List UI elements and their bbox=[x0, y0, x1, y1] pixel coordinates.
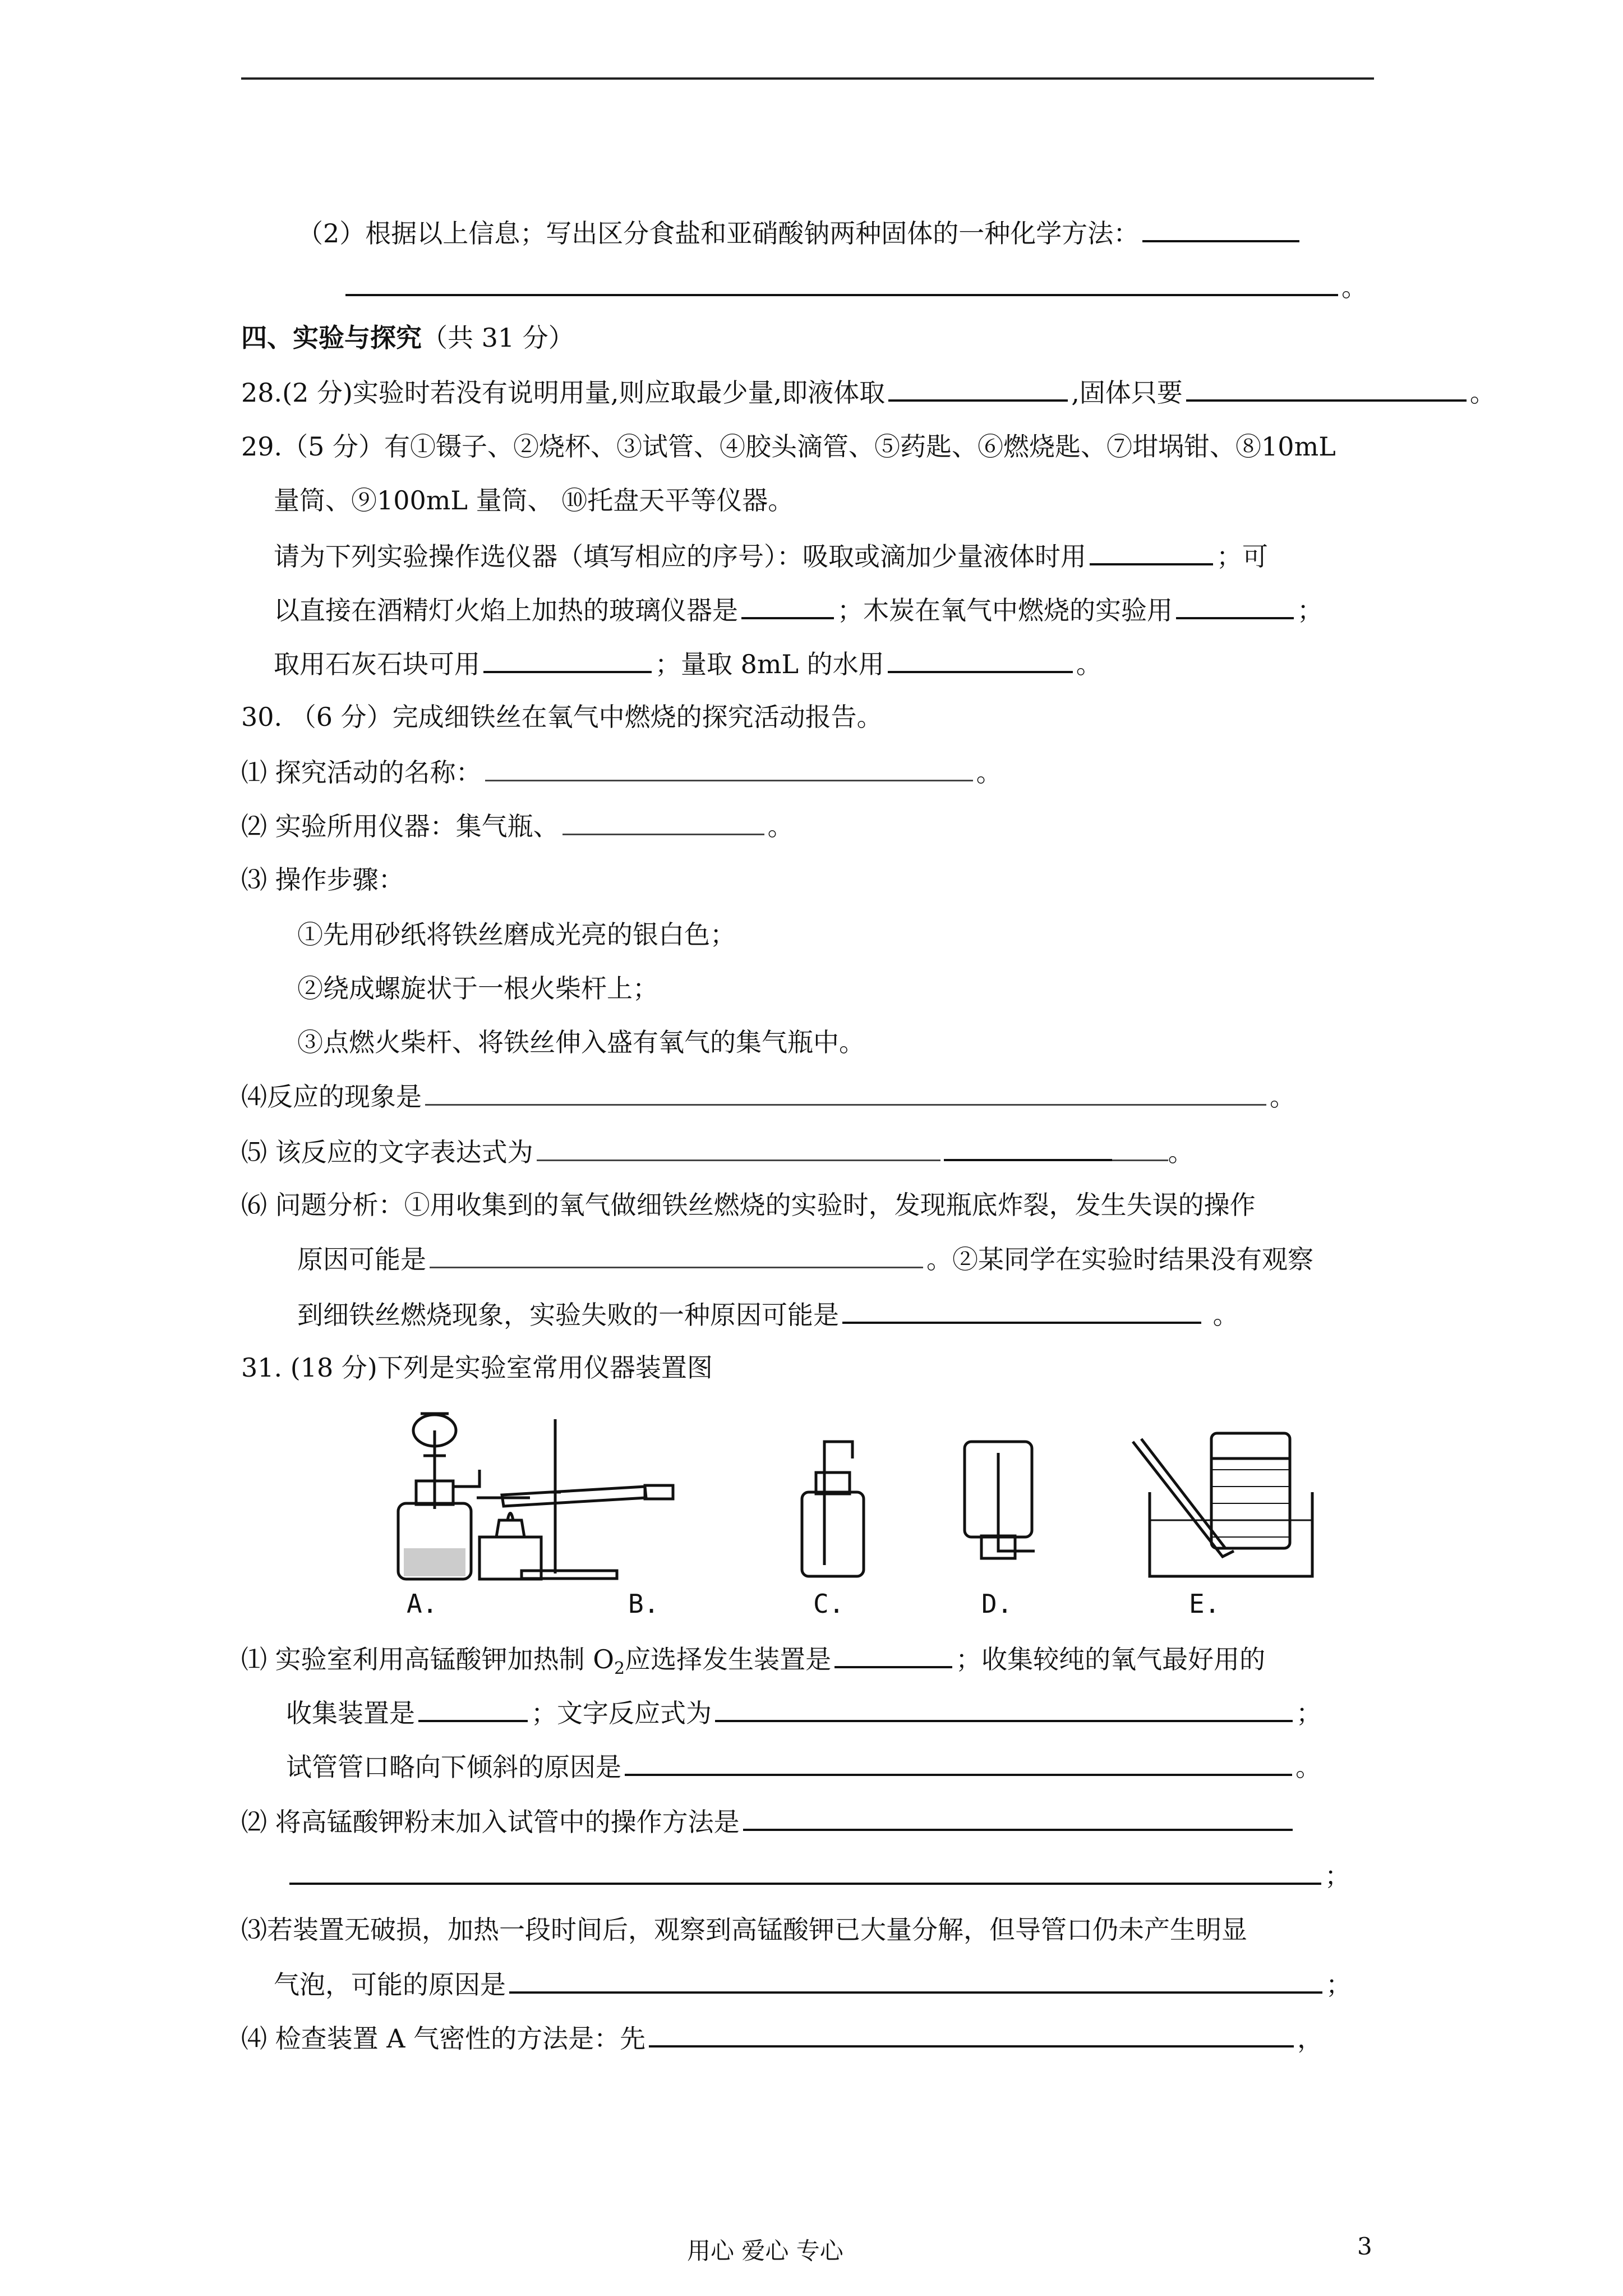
q31-p1-line3: 试管管口略向下倾斜的原因是 。 bbox=[286, 1749, 1321, 1784]
q31-p2-line2: ； bbox=[286, 1858, 1350, 1893]
apparatus-d bbox=[965, 1442, 1035, 1558]
q28: 28.(2 分)实验时若没有说明用量,则应取最少量,即液体取 ,固体只要 。 bbox=[241, 375, 1496, 409]
q30-p6-line2: 原因可能是 。②某同学在实验时结果没有观察 bbox=[297, 1242, 1313, 1276]
caption-e: E. bbox=[1189, 1589, 1220, 1619]
caption-c: C. bbox=[813, 1589, 845, 1619]
q30-p2: ⑵ 实验所用仪器：集气瓶、 。 bbox=[241, 809, 794, 843]
q30-step1: ①先用砂纸将铁丝磨成光亮的银白色； bbox=[297, 919, 736, 950]
q31-p2-line1: ⑵ 将高锰酸钾粉末加入试管中的操作方法是 bbox=[241, 1804, 1296, 1839]
q30-step3: ③点燃火柴杆、将铁丝伸入盛有氧气的集气瓶中。 bbox=[297, 1027, 865, 1057]
q31-p3-line1: ⑶若装置无破损，加热一段时间后，观察到高锰酸钾已大量分解，但导管口仍未产生明显 bbox=[241, 1915, 1247, 1945]
q29-line1: 29.（5 分）有①镊子、②烧杯、③试管、④胶头滴管、⑤药匙、⑥燃烧匙、⑦坩埚钳、⑧10mL bbox=[241, 431, 1336, 462]
footer-motto: 用心 爱心 专心 bbox=[687, 2237, 843, 2265]
apparatus-c bbox=[802, 1442, 864, 1576]
apparatus-figure bbox=[381, 1408, 1324, 1588]
q31-p3-line2: 气泡，可能的原因是 ； bbox=[274, 1967, 1352, 2001]
section-heading: 四、实验与探究（共 31 分） bbox=[241, 323, 574, 353]
q31-p4: ⑷ 检查装置 A 气密性的方法是：先 ， bbox=[241, 2021, 1323, 2055]
q29-line2: 量筒、⑨100mL 量筒、 ⑩托盘天平等仪器。 bbox=[274, 485, 794, 516]
q30-title: 30. （6 分）完成细铁丝在氧气中燃烧的探究活动报告。 bbox=[241, 702, 883, 732]
q30-p6-line1: ⑹ 问题分析：①用收集到的氧气做细铁丝燃烧的实验时，发现瓶底炸裂，发生失误的操作 bbox=[241, 1190, 1256, 1220]
header-rule bbox=[241, 77, 1374, 80]
q30-p5: ⑸ 该反应的文字表达式为 。 bbox=[241, 1134, 1194, 1169]
q31-title: 31. (18 分)下列是实验室常用仪器装置图 bbox=[241, 1352, 713, 1383]
caption-a: A. bbox=[407, 1589, 438, 1619]
q30-p6-line3: 到细铁丝燃烧现象，实验失败的一种原因可能是 。 bbox=[297, 1297, 1239, 1332]
q30-p4: ⑷反应的现象是 。 bbox=[241, 1079, 1295, 1114]
q27-part2: （2）根据以上信息；写出区分食盐和亚硝酸钠两种固体的一种化学方法： bbox=[297, 215, 1303, 250]
apparatus-e bbox=[1133, 1433, 1312, 1576]
caption-b: B. bbox=[628, 1589, 660, 1619]
page-number: 3 bbox=[1357, 2233, 1372, 2260]
caption-d: D. bbox=[981, 1589, 1013, 1619]
q30-p1: ⑴ 探究活动的名称： 。 bbox=[241, 755, 1002, 789]
apparatus-a bbox=[398, 1414, 479, 1579]
q29-line4: 以直接在酒精灯火焰上加热的玻璃仪器是 ；木炭在氧气中燃烧的实验用 ； bbox=[274, 592, 1323, 627]
q31-p1-line2: 收集装置是 ；文字反应式为 ； bbox=[286, 1695, 1322, 1730]
q27-answer-line: 。 bbox=[342, 269, 1367, 304]
q29-line5: 取用石灰石块可用 ；量取 8mL 的水用 。 bbox=[274, 646, 1102, 681]
q30-p3: ⑶ 操作步骤： bbox=[241, 864, 404, 895]
q31-p1-line1: ⑴ 实验室利用高锰酸钾加热制 $O_2$应选择发生装置是 ；收集较纯的氧气最好用的 bbox=[241, 1641, 1265, 1676]
q29-line3: 请为下列实验操作选仪器（填写相应的序号）：吸取或滴加少量液体时用 ；可 bbox=[274, 539, 1268, 573]
q30-step2: ②绕成螺旋状于一根火柴杆上； bbox=[297, 973, 658, 1004]
apparatus-b bbox=[477, 1419, 673, 1579]
